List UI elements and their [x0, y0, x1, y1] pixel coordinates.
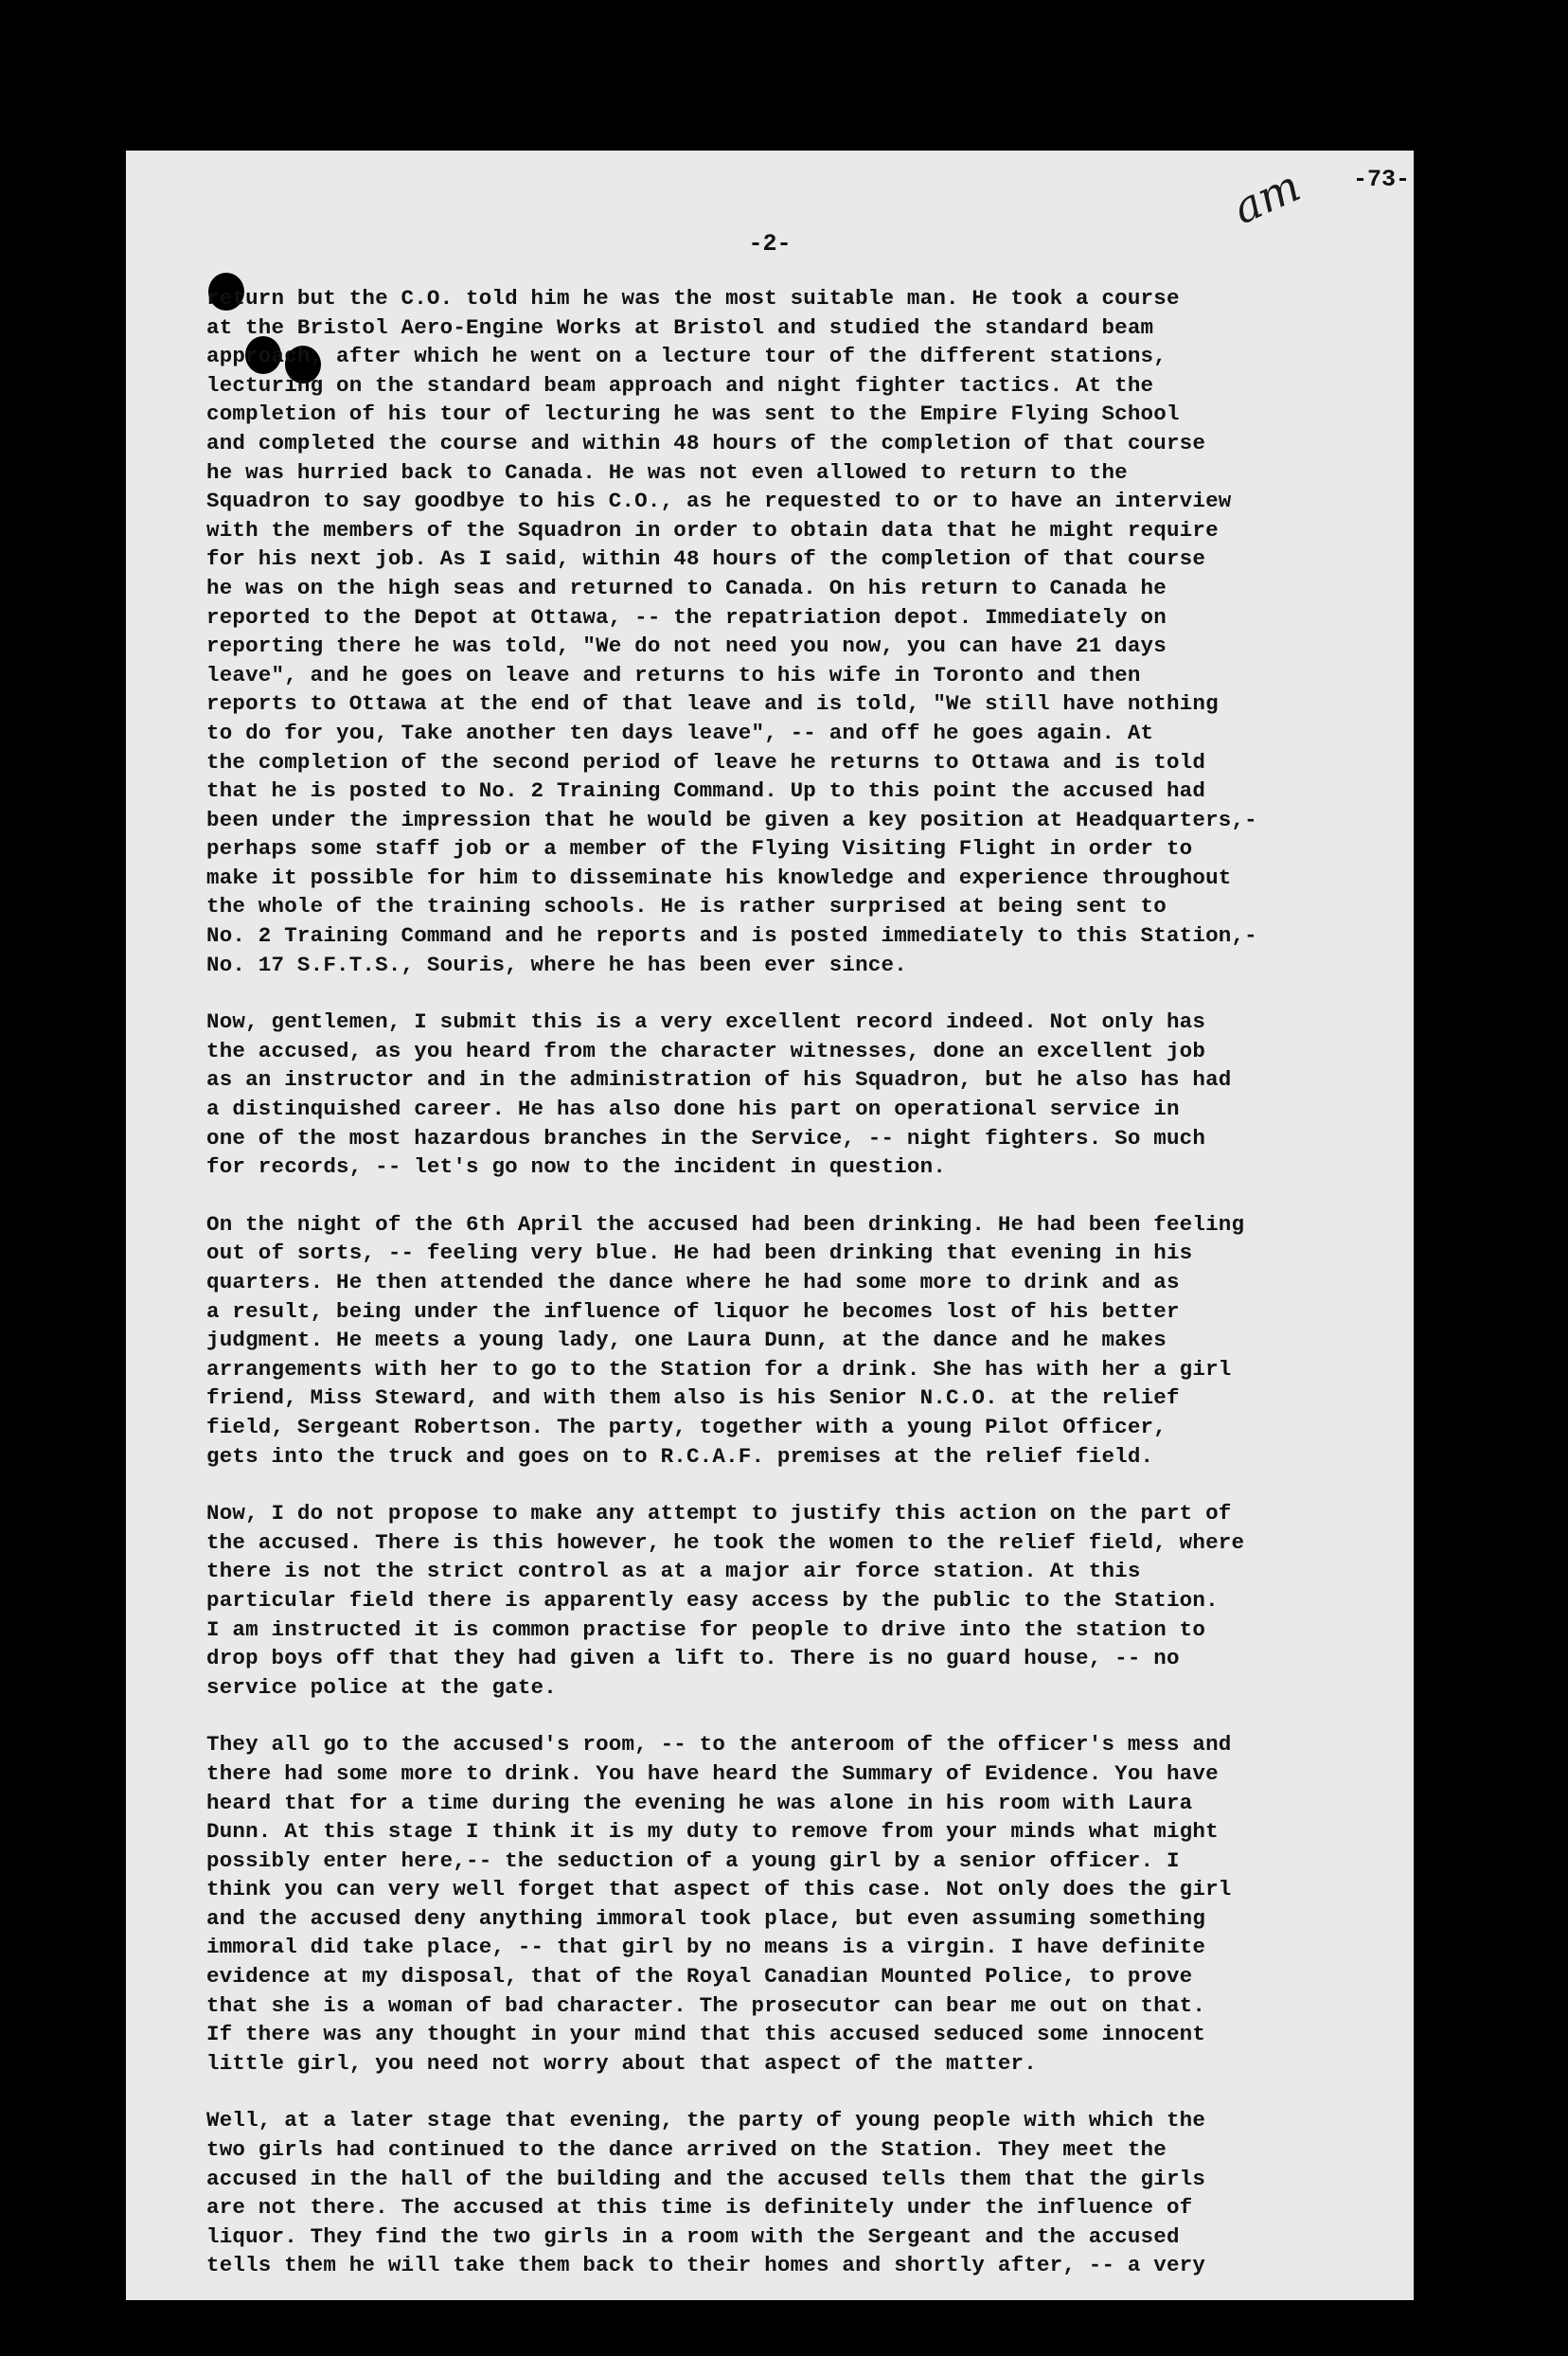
text-line: one of the most hazardous branches in the Service, -- night fighters. So much	[206, 1125, 1206, 1151]
text-line: that he is posted to No. 2 Training Command. Up to this point the accused had	[206, 778, 1206, 804]
text-line: out of sorts, -- feeling very blue. He had been drinking that evening in his	[206, 1240, 1193, 1266]
text-line: leave", and he goes on leave and returns to his wife in Toronto and then	[206, 662, 1141, 687]
text-line: make it possible for him to disseminate his knowledge and experience throughout	[206, 865, 1232, 890]
paragraph	[206, 1730, 1418, 2078]
text-line: immoral did take place, -- that girl by no means is a virgin. I have definite	[206, 1935, 1206, 1960]
text-line: accused in the hall of the building and the accused tells them that the girls	[206, 2166, 1206, 2191]
text-line: Squadron to say goodbye to his C.O., as he requested to or to have an interview	[206, 489, 1232, 514]
text-line: evidence at my disposal, that of the Royal Canadian Mounted Police, to prove	[206, 1964, 1193, 1990]
handwritten-initials: am	[1225, 159, 1308, 235]
text-line: little girl, you need not worry about that aspect of the matter.	[206, 2050, 1037, 2076]
text-line: he was on the high seas and returned to Canada. On his return to Canada he	[206, 575, 1167, 600]
text-line: the completion of the second period of leave he returns to Ottawa and is told	[206, 749, 1206, 775]
text-line: reported to the Depot at Ottawa, -- the repatriation depot. Immediately on	[206, 604, 1167, 630]
text-line: a distinquished career. He has also done his part on operational service in	[206, 1097, 1180, 1122]
text-line: Now, gentlemen, I submit this is a very excellent record indeed. Not only has	[206, 1009, 1206, 1035]
text-line: two girls had continued to the dance arrived on the Station. They meet the	[206, 2137, 1167, 2163]
paragraph	[206, 2106, 1418, 2280]
text-line: the whole of the training schools. He is rather surprised at being sent to	[206, 894, 1167, 919]
text-line: as an instructor and in the administration of his Squadron, but he also has had	[206, 1067, 1232, 1093]
paragraph	[206, 284, 1418, 979]
text-line: to do for you, Take another ten days leave", -- and off he goes again. At	[206, 720, 1154, 745]
text-line: No. 17 S.F.T.S., Souris, where he has been ever since.	[206, 952, 907, 977]
text-line: field, Sergeant Robertson. The party, together with a young Pilot Officer,	[206, 1414, 1167, 1439]
text-line: a result, being under the influence of liquor he becomes lost of his better	[206, 1298, 1180, 1324]
text-line: I am instructed it is common practise for people to drive into the station to	[206, 1616, 1206, 1642]
text-line: On the night of the 6th April the accused had been drinking. He had been feeling	[206, 1211, 1245, 1237]
text-line: that she is a woman of bad character. The prosecutor can bear me out on that.	[206, 1992, 1206, 2018]
paragraph	[206, 1499, 1418, 1702]
text-line: he was hurried back to Canada. He was not even allowed to return to the	[206, 459, 1128, 485]
text-line: drop boys off that they had given a lift to. There is no guard house, -- no	[206, 1646, 1180, 1671]
text-line: liquor. They find the two girls in a room with the Sergeant and the accused	[206, 2223, 1180, 2249]
text-line: think you can very well forget that aspect of this case. Not only does the girl	[206, 1877, 1232, 1902]
text-line: at the Bristol Aero-Engine Works at Bristol and studied the standard beam	[206, 314, 1154, 340]
text-line: Now, I do not propose to make any attempt to justify this action on the part of	[206, 1501, 1232, 1526]
text-line: been under the impression that he would be given a key position at Headquarters,-	[206, 807, 1257, 832]
text-line: No. 2 Training Command and he reports and is posted immediately to this Station,-	[206, 923, 1257, 949]
text-line: friend, Miss Steward, and with them also is his Senior N.C.O. at the relief	[206, 1385, 1180, 1411]
text-line: the accused. There is this however, he took the women to the relief field, where	[206, 1529, 1245, 1555]
text-line: judgment. He meets a young lady, one Laura Dunn, at the dance and he makes	[206, 1328, 1167, 1353]
text-line: there is not the strict control as at a major air force station. At this	[206, 1559, 1141, 1584]
text-line: gets into the truck and goes on to R.C.A.F. premises at the relief field.	[206, 1443, 1154, 1469]
text-line: return but the C.O. told him he was the most suitable man. He took a course	[206, 286, 1180, 311]
text-line: reports to Ottawa at the end of that leave and is told, "We still have nothing	[206, 691, 1219, 717]
text-line: quarters. He then attended the dance where he had some more to drink and as	[206, 1270, 1180, 1294]
page-number: -73-	[1352, 166, 1410, 193]
text-line: and completed the course and within 48 hours of the completion of that course	[206, 430, 1206, 455]
text-line: particular field there is apparently easy access by the public to the Station.	[206, 1587, 1219, 1613]
text-line: reporting there he was told, "We do not need you now, you can have 21 days	[206, 634, 1167, 659]
text-line: there had some more to drink. You have heard the Summary of Evidence. You have	[206, 1760, 1219, 1786]
text-line: completion of his tour of lecturing he was sent to the Empire Flying School	[206, 402, 1180, 427]
sub-page-number: -2-	[748, 230, 792, 258]
text-line: If there was any thought in your mind that this accused seduced some innocent	[206, 2022, 1206, 2047]
text-line: Dunn. At this stage I think it is my duty to remove from your minds what might	[206, 1819, 1219, 1845]
text-line: heard that for a time during the evening he was alone in his room with Laura	[206, 1790, 1193, 1815]
paragraph	[206, 1210, 1418, 1471]
text-line: are not there. The accused at this time is definitely under the influence of	[206, 2195, 1193, 2221]
text-line: approach, after which he went on a lecture tour of the different stations,	[206, 344, 1167, 369]
text-line: They all go to the accused's room, -- to the anteroom of the officer's mess and	[206, 1732, 1232, 1758]
text-line: and the accused deny anything immoral took place, but even assuming something	[206, 1905, 1206, 1931]
text-line: with the members of the Squadron in order to obtain data that he might require	[206, 517, 1219, 543]
text-line: perhaps some staff job or a member of the Flying Visiting Flight in order to	[206, 836, 1193, 862]
text-line: possibly enter here,-- the seduction of a young girl by a senior officer. I	[206, 1847, 1180, 1873]
text-line: Well, at a later stage that evening, the party of young people with which the	[206, 2108, 1206, 2133]
paragraph	[206, 1008, 1418, 1182]
text-line: the accused, as you heard from the character witnesses, done an excellent job	[206, 1038, 1206, 1063]
text-line: for his next job. As I said, within 48 hours of the completion of that course	[206, 546, 1206, 572]
text-line: lecturing on the standard beam approach and night fighter tactics. At the	[206, 372, 1154, 398]
text-line: tells them he will take them back to their homes and shortly after, -- a very	[206, 2253, 1206, 2278]
text-line: for records, -- let's go now to the incident in question.	[206, 1154, 947, 1180]
text-line: arrangements with her to go to the Station for a drink. She has with her a girl	[206, 1356, 1232, 1382]
text-line: service police at the gate.	[206, 1674, 557, 1700]
document-body	[206, 284, 1418, 2309]
